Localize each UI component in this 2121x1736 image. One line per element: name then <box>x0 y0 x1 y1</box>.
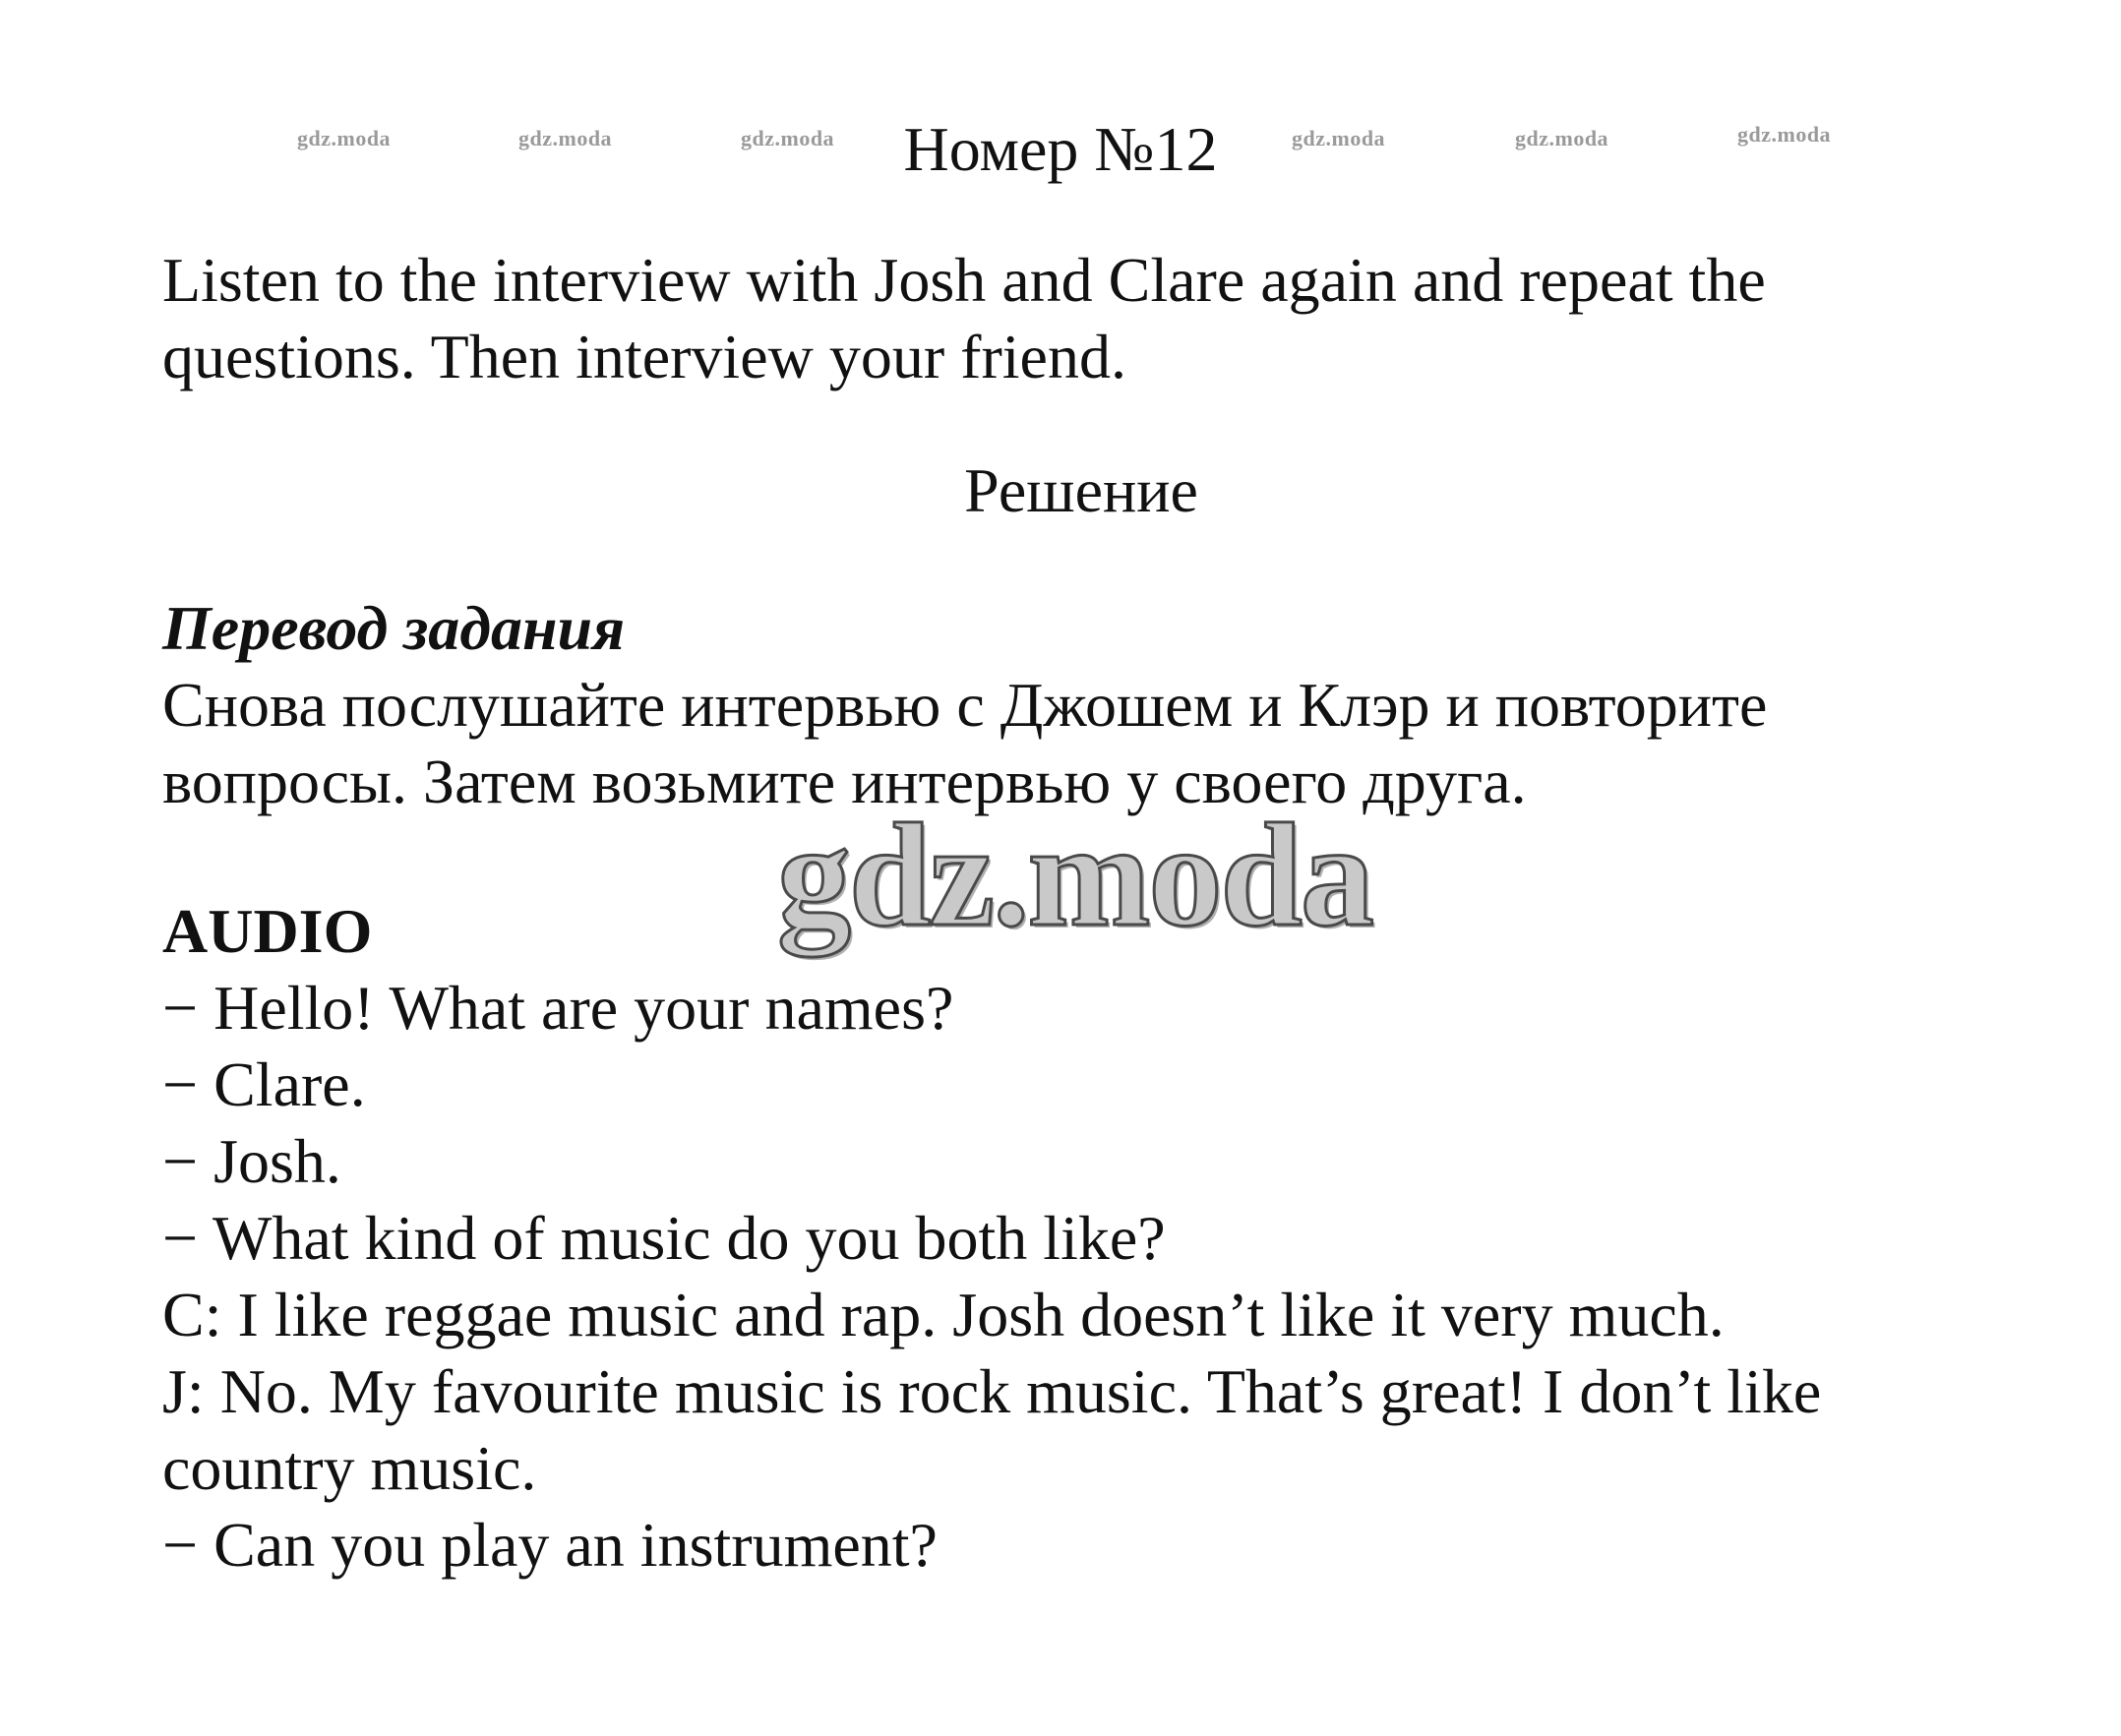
audio-heading: AUDIO <box>162 896 373 966</box>
watermark-text: gdz.moda <box>518 126 613 150</box>
translation-section <box>162 590 2031 820</box>
audio-line: − Josh. <box>162 1126 341 1196</box>
audio-line: country music. <box>162 1433 537 1503</box>
watermark-text: gdz.moda <box>741 126 835 150</box>
watermark-text: gdz.moda <box>1515 126 1609 150</box>
watermark-text: gdz.moda <box>1292 126 1386 150</box>
translation-heading: Перевод задания <box>162 593 626 663</box>
solution-heading: Решение <box>964 455 1198 525</box>
task-text <box>162 242 2031 395</box>
translation-line: вопросы. Затем возьмите интервью у своего друга. <box>162 747 1527 816</box>
audio-line: J: No. My favourite music is rock music. That’s great! I don’t like <box>162 1356 1822 1426</box>
watermark-logo: gdz.moda <box>777 794 1372 957</box>
watermark-text: gdz.moda <box>297 126 392 150</box>
task-line: questions. Then interview your friend. <box>162 322 1126 391</box>
task-line: Listen to the interview with Josh and Clare again and repeat the <box>162 245 1766 315</box>
audio-section <box>162 893 2031 1584</box>
translation-line: Снова послушайте интервью с Джошем и Клэр и повторите <box>162 670 1768 740</box>
audio-line: C: I like reggae music and rap. Josh doesn’t like it very much. <box>162 1280 1725 1349</box>
audio-line: − Clare. <box>162 1049 366 1119</box>
audio-line: − What kind of music do you both like? <box>162 1203 1166 1273</box>
watermark-text: gdz.moda <box>1737 122 1832 147</box>
audio-line: − Hello! What are your names? <box>162 973 954 1043</box>
page-title: Номер №12 <box>903 114 1218 184</box>
audio-line: − Can you play an instrument? <box>162 1510 938 1580</box>
